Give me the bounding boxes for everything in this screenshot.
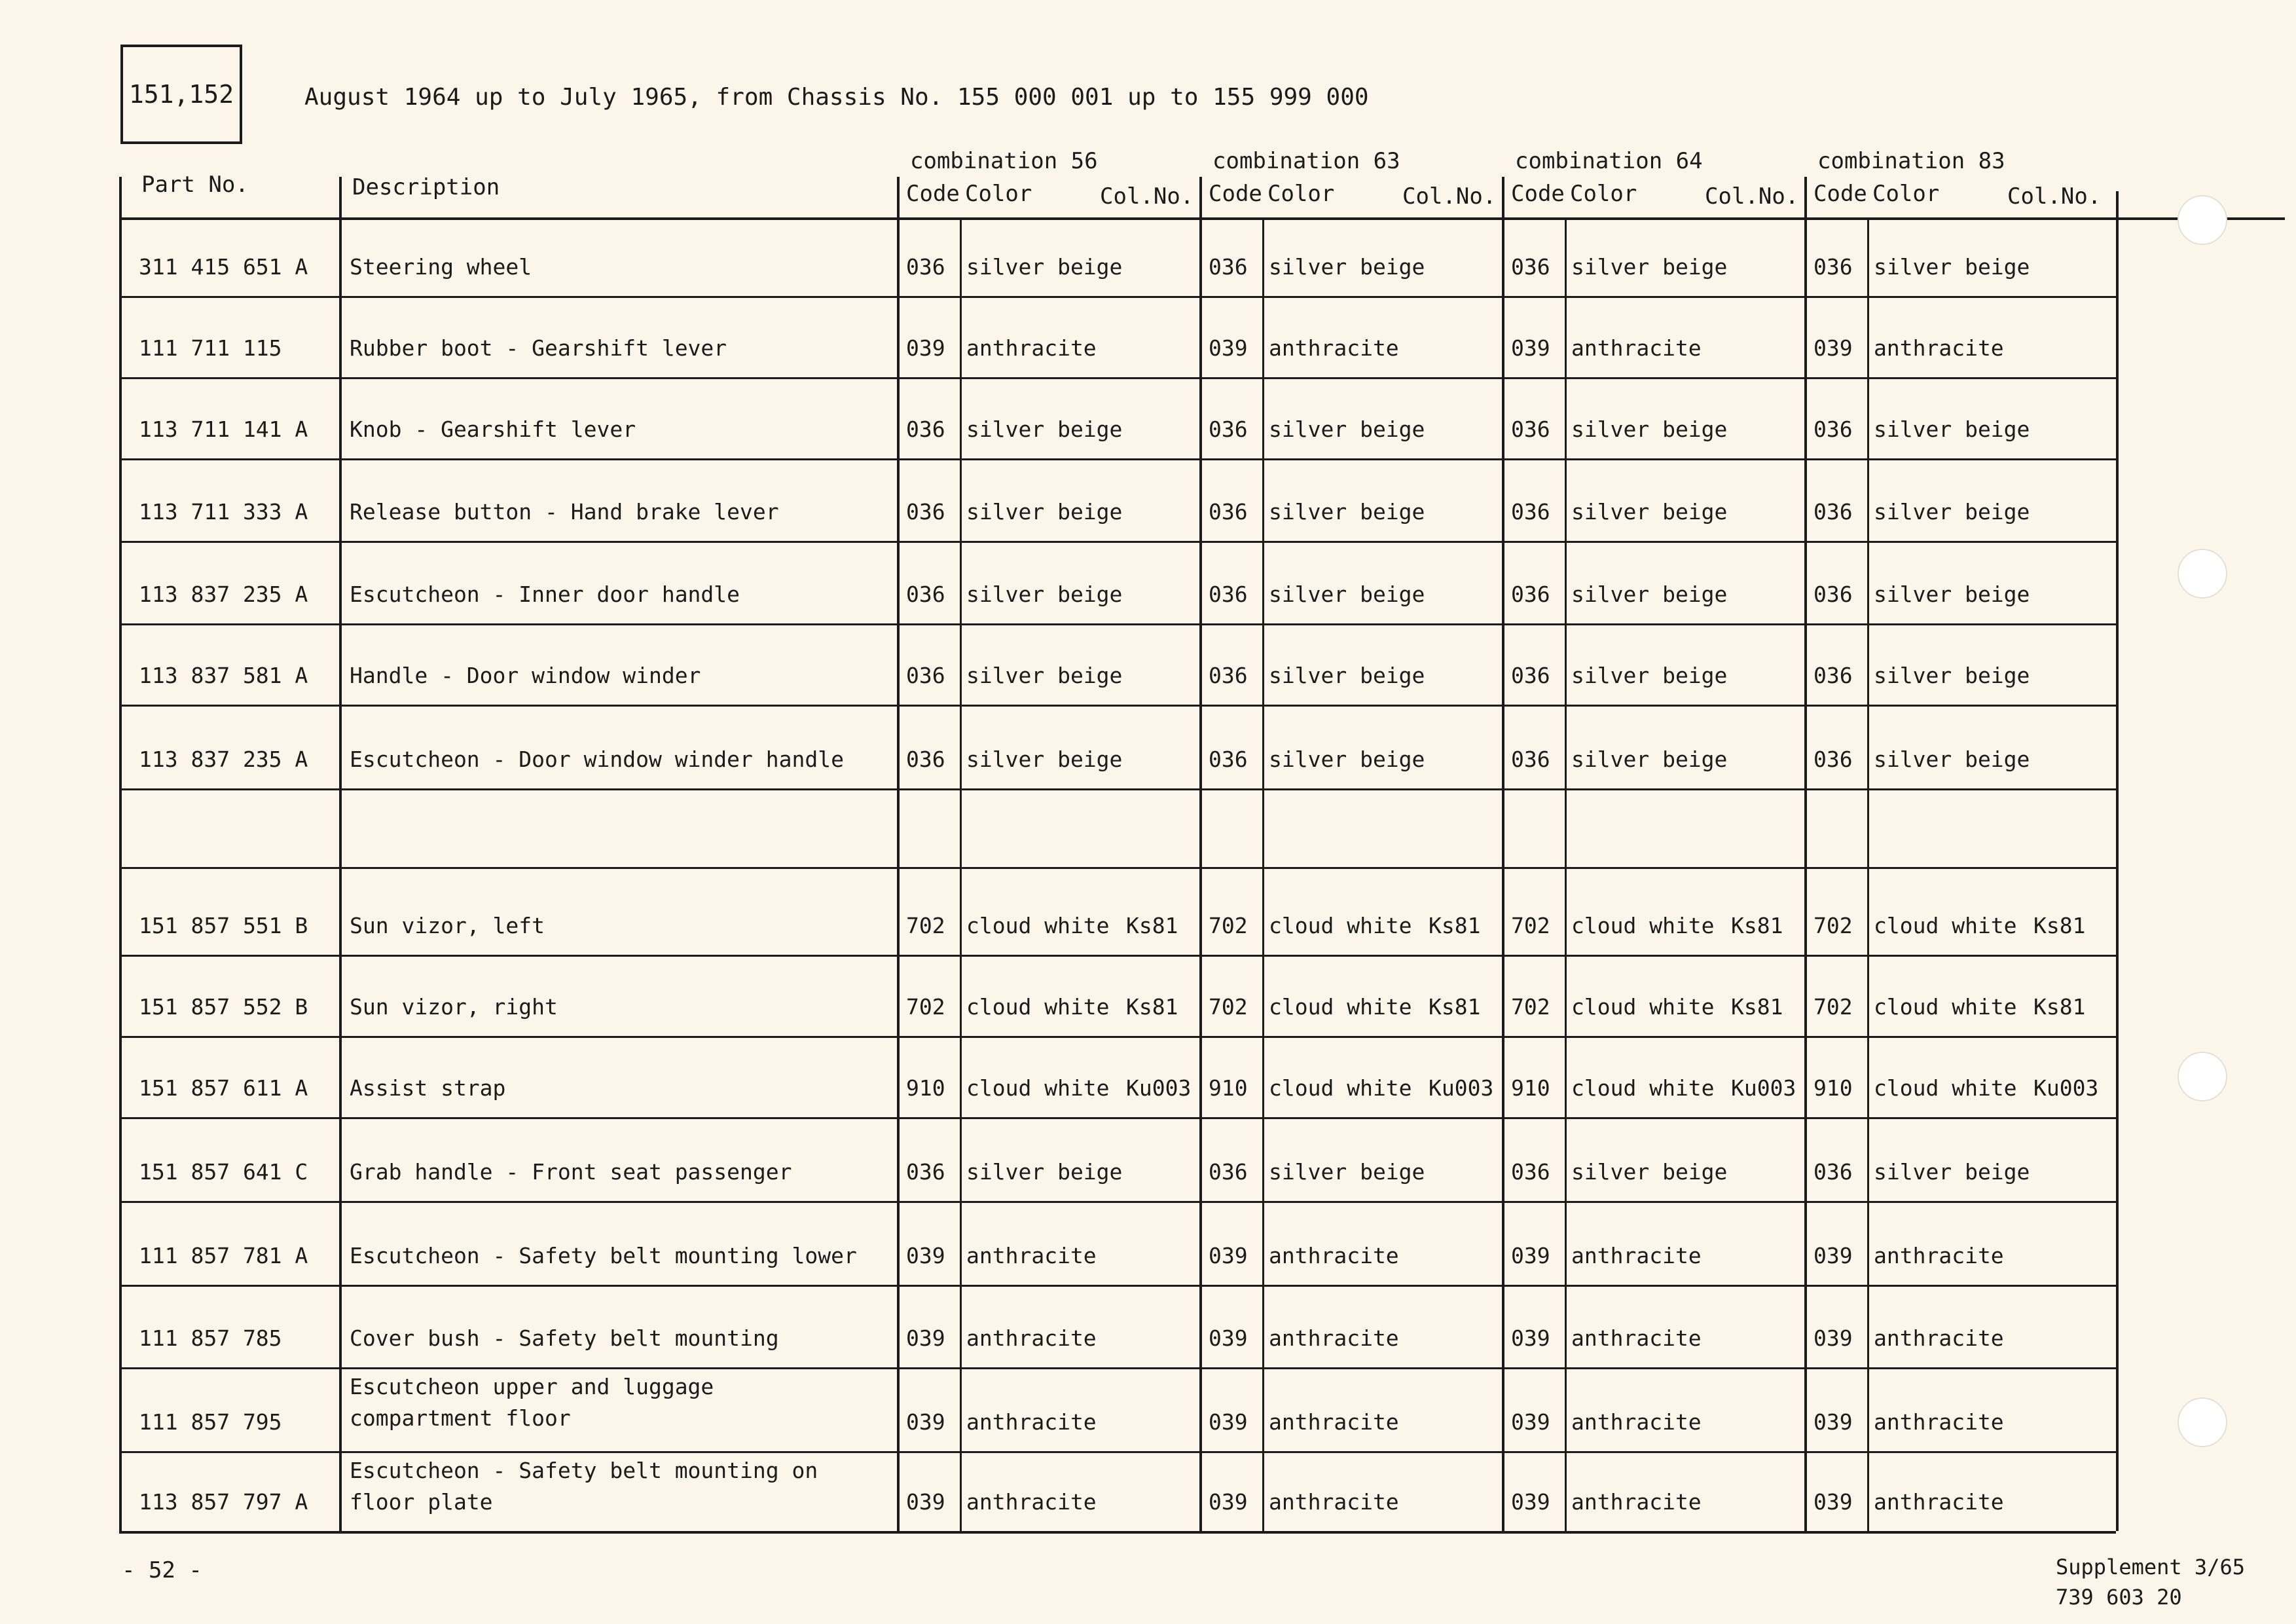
color-code: 036 [1209, 499, 1248, 525]
row-rule [119, 458, 2116, 460]
part-description: Rubber boot - Gearshift lever [350, 335, 727, 361]
color-code: 036 [1209, 254, 1248, 280]
combination-label: combination 64 [1515, 148, 1703, 174]
color-number: Ks81 [2033, 913, 2086, 938]
column-rule [339, 177, 342, 1531]
color-number: Ku003 [2033, 1075, 2099, 1101]
color-code: 036 [1209, 1159, 1248, 1185]
supplement-label: Supplement 3/65 [2056, 1555, 2245, 1579]
column-rule [897, 177, 900, 1531]
color-code: 036 [906, 254, 945, 280]
color-name: silver beige [1571, 581, 1728, 607]
color-code: 036 [1511, 499, 1550, 525]
color-name: silver beige [1571, 747, 1728, 772]
part-description: Grab handle - Front seat passenger [350, 1159, 792, 1185]
color-code: 039 [906, 1489, 945, 1515]
part-number: 113 857 797 A [139, 1489, 308, 1515]
color-name: anthracite [1874, 1243, 2004, 1268]
part-description: Release button - Hand brake lever [350, 499, 779, 525]
color-code: 036 [1813, 747, 1853, 772]
color-code: 039 [1813, 335, 1853, 361]
row-rule [119, 1367, 2116, 1369]
column-header-code: Code [906, 181, 960, 207]
color-code: 036 [1209, 747, 1248, 772]
part-description: Escutcheon upper and luggage compartment floor [350, 1374, 714, 1431]
color-code: 036 [906, 581, 945, 607]
color-code: 036 [906, 663, 945, 688]
binder-hole [2178, 549, 2227, 599]
part-number: 113 711 141 A [139, 416, 308, 442]
color-name: silver beige [1571, 254, 1728, 280]
part-description: Escutcheon - Safety belt mounting on floor plate [350, 1458, 818, 1515]
column-header-col-no: Col.No. [1402, 183, 1497, 210]
color-code: 039 [906, 1325, 945, 1351]
color-name: anthracite [1571, 1243, 1702, 1268]
color-code: 039 [1813, 1409, 1853, 1435]
color-name: anthracite [1874, 1325, 2004, 1351]
color-code: 036 [906, 747, 945, 772]
color-code: 036 [1813, 499, 1853, 525]
color-name: cloud white [1571, 994, 1715, 1020]
color-number: Ks81 [1731, 994, 1783, 1020]
column-header-color: Color [965, 181, 1032, 207]
color-code: 036 [1209, 581, 1248, 607]
color-name: anthracite [1874, 1489, 2004, 1515]
color-code: 036 [1511, 254, 1550, 280]
color-code: 036 [1813, 416, 1853, 442]
color-name: silver beige [1874, 663, 2030, 688]
column-rule [1867, 217, 1869, 1531]
combination-label: combination 56 [910, 148, 1098, 174]
color-name: anthracite [1571, 335, 1702, 361]
color-name: cloud white [1269, 994, 1412, 1020]
color-name: cloud white [1269, 1075, 1412, 1101]
color-name: anthracite [966, 1409, 1097, 1435]
color-name: cloud white [1571, 913, 1715, 938]
row-rule [119, 788, 2116, 790]
column-rule [960, 217, 962, 1531]
color-code: 702 [1209, 994, 1248, 1020]
color-name: cloud white [966, 913, 1110, 938]
column-header-code: Code [1813, 181, 1867, 207]
color-name: silver beige [966, 747, 1123, 772]
row-rule [119, 867, 2116, 869]
color-code: 036 [906, 416, 945, 442]
color-code: 036 [1813, 1159, 1853, 1185]
color-name: anthracite [1571, 1409, 1702, 1435]
column-header-col-no: Col.No. [1100, 183, 1194, 210]
color-name: silver beige [1874, 581, 2030, 607]
part-description: Cover bush - Safety belt mounting [350, 1325, 779, 1351]
color-code: 036 [1511, 663, 1550, 688]
color-name: anthracite [966, 1243, 1097, 1268]
part-description: Steering wheel [350, 254, 532, 280]
color-number: Ku003 [1126, 1075, 1192, 1101]
color-name: cloud white [1874, 994, 2017, 1020]
color-code: 039 [906, 1243, 945, 1268]
color-code: 039 [1209, 1325, 1248, 1351]
color-name: silver beige [1571, 499, 1728, 525]
color-code: 702 [1209, 913, 1248, 938]
column-rule [1565, 217, 1567, 1531]
header-rule [119, 217, 2285, 220]
color-code: 039 [1813, 1489, 1853, 1515]
color-code: 910 [906, 1075, 945, 1101]
color-name: anthracite [1874, 1409, 2004, 1435]
color-name: silver beige [1571, 1159, 1728, 1185]
color-name: anthracite [1269, 1325, 1399, 1351]
column-header-code: Code [1511, 181, 1565, 207]
color-name: silver beige [1571, 663, 1728, 688]
part-number: 151 857 551 B [139, 913, 308, 938]
column-header-col-no: Col.No. [1705, 183, 1799, 210]
part-number: 111 711 115 [139, 335, 282, 361]
color-name: silver beige [1269, 1159, 1425, 1185]
color-number: Ks81 [1731, 913, 1783, 938]
row-rule [119, 377, 2116, 379]
color-code: 036 [906, 499, 945, 525]
bottom-rule [119, 1531, 2116, 1534]
color-code: 036 [1813, 254, 1853, 280]
part-number: 113 837 235 A [139, 581, 308, 607]
color-number: Ku003 [1429, 1075, 1494, 1101]
color-code: 702 [1813, 994, 1853, 1020]
column-header-description: Description [352, 174, 500, 200]
color-name: anthracite [966, 1325, 1097, 1351]
color-code: 036 [1813, 581, 1853, 607]
color-name: silver beige [1874, 499, 2030, 525]
color-name: anthracite [1269, 1409, 1399, 1435]
color-code: 702 [1511, 913, 1550, 938]
column-header-color: Color [1872, 181, 1940, 207]
column-header-col-no: Col.No. [2007, 183, 2102, 210]
color-name: silver beige [966, 581, 1123, 607]
color-number: Ks81 [1429, 994, 1481, 1020]
part-number: 151 857 641 C [139, 1159, 308, 1185]
document-number: 739 603 20 [2056, 1585, 2182, 1610]
color-number: Ks81 [1126, 994, 1178, 1020]
color-name: silver beige [1269, 747, 1425, 772]
binder-hole [2178, 195, 2227, 245]
part-description: Sun vizor, right [350, 994, 558, 1020]
color-code: 036 [1209, 663, 1248, 688]
color-code: 036 [1209, 416, 1248, 442]
color-name: cloud white [1874, 1075, 2017, 1101]
color-code: 702 [1511, 994, 1550, 1020]
row-rule [119, 705, 2116, 707]
color-name: silver beige [1269, 499, 1425, 525]
row-rule [119, 1117, 2116, 1119]
page-title: August 1964 up to July 1965, from Chassis No. 155 000 001 up to 155 999 000 [304, 84, 1369, 111]
color-name: cloud white [966, 994, 1110, 1020]
color-code: 039 [1209, 1489, 1248, 1515]
color-number: Ks81 [1126, 913, 1178, 938]
color-name: silver beige [966, 499, 1123, 525]
color-number: Ku003 [1731, 1075, 1796, 1101]
part-number: 111 857 781 A [139, 1243, 308, 1268]
color-code: 039 [1511, 335, 1550, 361]
column-rule [1804, 177, 1807, 1531]
color-code: 039 [1209, 335, 1248, 361]
color-code: 910 [1511, 1075, 1550, 1101]
column-rule [1262, 217, 1264, 1531]
color-code: 039 [1511, 1489, 1550, 1515]
color-code: 910 [1813, 1075, 1853, 1101]
supplement-info [2056, 1552, 2245, 1612]
part-number: 111 857 795 [139, 1409, 282, 1435]
color-name: silver beige [1874, 254, 2030, 280]
color-name: cloud white [1269, 913, 1412, 938]
row-rule [119, 1285, 2116, 1287]
color-name: anthracite [966, 1489, 1097, 1515]
part-number: 113 837 235 A [139, 747, 308, 772]
column-header-code: Code [1209, 181, 1262, 207]
column-rule [2116, 191, 2119, 1531]
part-description: Assist strap [350, 1075, 506, 1101]
part-description: Knob - Gearshift lever [350, 416, 636, 442]
color-name: silver beige [1874, 1159, 2030, 1185]
part-number: 111 857 785 [139, 1325, 282, 1351]
color-code: 039 [1813, 1325, 1853, 1351]
row-rule [119, 1201, 2116, 1203]
part-description: Handle - Door window winder [350, 663, 701, 688]
color-code: 039 [1511, 1243, 1550, 1268]
color-name: anthracite [1269, 1243, 1399, 1268]
page-number: - 52 - [122, 1557, 202, 1583]
part-description: Sun vizor, left [350, 913, 545, 938]
color-name: silver beige [1571, 416, 1728, 442]
color-number: Ks81 [2033, 994, 2086, 1020]
part-number: 113 711 333 A [139, 499, 308, 525]
model-number-box [120, 45, 242, 144]
model-number: 151,152 [128, 80, 234, 109]
column-header-part-no: Part No. [141, 172, 249, 198]
row-rule [119, 623, 2116, 625]
part-number: 113 837 581 A [139, 663, 308, 688]
part-number: 151 857 611 A [139, 1075, 308, 1101]
part-description: Escutcheon - Door window winder handle [350, 747, 844, 772]
color-name: silver beige [1874, 747, 2030, 772]
color-code: 036 [1511, 1159, 1550, 1185]
color-name: silver beige [1269, 416, 1425, 442]
row-rule [119, 1036, 2116, 1038]
binder-hole [2178, 1397, 2227, 1447]
color-name: silver beige [966, 1159, 1123, 1185]
color-name: anthracite [1571, 1325, 1702, 1351]
part-description: Escutcheon - Safety belt mounting lower [350, 1243, 857, 1268]
part-number: 151 857 552 B [139, 994, 308, 1020]
column-rule [1199, 177, 1202, 1531]
color-name: anthracite [1874, 335, 2004, 361]
color-name: anthracite [1571, 1489, 1702, 1515]
color-code: 039 [1209, 1409, 1248, 1435]
row-rule [119, 296, 2116, 298]
row-rule [119, 541, 2116, 543]
color-name: silver beige [1269, 581, 1425, 607]
color-code: 702 [906, 994, 945, 1020]
color-code: 036 [906, 1159, 945, 1185]
color-code: 910 [1209, 1075, 1248, 1101]
color-name: silver beige [966, 254, 1123, 280]
column-header-color: Color [1570, 181, 1637, 207]
color-name: silver beige [966, 663, 1123, 688]
color-name: anthracite [1269, 1489, 1399, 1515]
binder-hole [2178, 1052, 2227, 1101]
color-code: 702 [1813, 913, 1853, 938]
color-name: cloud white [1571, 1075, 1715, 1101]
color-code: 036 [1511, 416, 1550, 442]
color-code: 036 [1511, 581, 1550, 607]
color-code: 702 [906, 913, 945, 938]
color-name: anthracite [966, 335, 1097, 361]
combination-label: combination 83 [1817, 148, 2005, 174]
color-code: 039 [1511, 1325, 1550, 1351]
color-code: 039 [906, 1409, 945, 1435]
column-header-color: Color [1267, 181, 1335, 207]
combination-label: combination 63 [1212, 148, 1400, 174]
color-code: 039 [906, 335, 945, 361]
part-number: 311 415 651 A [139, 254, 308, 280]
row-rule [119, 1451, 2116, 1453]
color-code: 036 [1511, 747, 1550, 772]
color-name: cloud white [966, 1075, 1110, 1101]
row-rule [119, 955, 2116, 957]
color-name: silver beige [1874, 416, 2030, 442]
color-code: 039 [1813, 1243, 1853, 1268]
color-name: silver beige [1269, 254, 1425, 280]
column-rule [1502, 177, 1504, 1531]
part-description: Escutcheon - Inner door handle [350, 581, 740, 607]
color-number: Ks81 [1429, 913, 1481, 938]
color-name: anthracite [1269, 335, 1399, 361]
color-code: 036 [1813, 663, 1853, 688]
color-code: 039 [1209, 1243, 1248, 1268]
color-name: cloud white [1874, 913, 2017, 938]
color-name: silver beige [966, 416, 1123, 442]
column-rule [119, 177, 122, 1531]
color-name: silver beige [1269, 663, 1425, 688]
color-code: 039 [1511, 1409, 1550, 1435]
